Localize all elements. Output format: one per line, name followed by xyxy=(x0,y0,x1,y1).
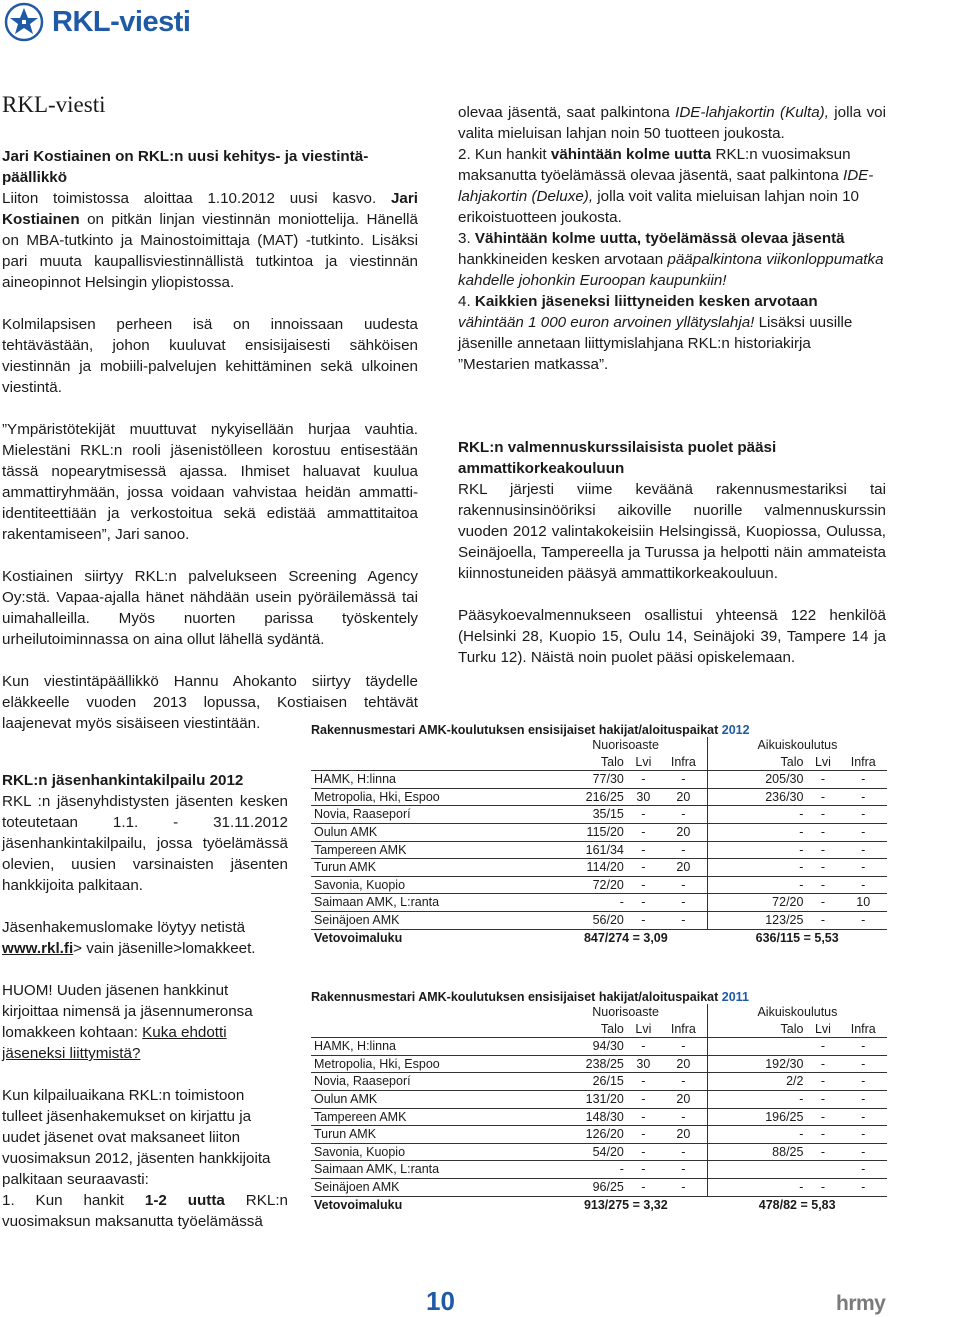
value-cell: 148/30 xyxy=(544,1108,627,1126)
value-cell: - xyxy=(839,876,887,894)
value-cell: - xyxy=(627,1178,660,1196)
value-cell: - xyxy=(839,1178,887,1196)
value-cell: 96/25 xyxy=(544,1178,627,1196)
value-cell: - xyxy=(839,1108,887,1126)
value-cell: 236/30 xyxy=(707,788,806,806)
value-cell: - xyxy=(660,1038,707,1056)
article-heading: RKL:n jäsenhankintakilpailu 2012 xyxy=(2,772,244,789)
value-cell: - xyxy=(660,1108,707,1126)
table-row xyxy=(311,823,887,841)
value-cell: - xyxy=(806,1090,839,1108)
value-cell: - xyxy=(627,823,660,841)
school-name-cell: Seinäjoen AMK xyxy=(311,911,544,929)
value-cell: - xyxy=(839,859,887,877)
value-cell: - xyxy=(707,1126,806,1144)
value-cell: - xyxy=(544,1161,627,1179)
value-cell: - xyxy=(806,1108,839,1126)
value-cell: - xyxy=(806,876,839,894)
applicants-table-2011 xyxy=(311,990,887,1213)
table-row xyxy=(311,911,887,929)
value-cell: - xyxy=(839,1126,887,1144)
value-cell: 20 xyxy=(660,859,707,877)
article-paragraph: Pääsykoevalmennukseen osallistui yhteensä 122 henkilöä (Helsinki 28, Kuopio 15, Oulu 14, Seinäjoki 39, Tampere 14 ja Turku 12). Näistä noin puolet pääsi opiskelemaan. xyxy=(458,607,886,666)
value-cell: 10 xyxy=(839,894,887,912)
article-paragraph: Kun viestintäpäällikkö Hannu Ahokanto siirtyy täydelle eläkkeelle vuoden 2013 lopussa, Kostiaisen tehtävät laajenevat myös sisäiseen viestintään. xyxy=(2,673,418,732)
table-row xyxy=(311,1143,887,1161)
article-paragraph: ”Ympäristötekijät muuttuvat nykyisellään hurjaa vauhtia. Mielestäni RKL:n rooli jäsenistölleen korostuu entisestään tässä nopearytmisessä ajassa. Ihmiset haluavat kuulua ammattiryhmään, jossa voidaan vahvistaa heidän ammatti-identiteettiään ja verkostoitua sekä edistää ammattitaitoa rakentamiseen”, Jari sanoo. xyxy=(2,421,418,543)
table-row xyxy=(311,806,887,824)
value-cell: 20 xyxy=(660,823,707,841)
attractiveness-cell: Vetovoimaluku xyxy=(314,1197,403,1212)
value-cell: - xyxy=(839,841,887,859)
value-cell: - xyxy=(627,1038,660,1056)
value-cell: - xyxy=(627,859,660,877)
page-number: 10 xyxy=(426,1286,455,1316)
value-cell: 115/20 xyxy=(544,823,627,841)
table-row xyxy=(311,1178,887,1196)
school-name-cell: Metropolia, Hki, Espoo xyxy=(311,788,544,806)
value-cell: - xyxy=(544,894,627,912)
table-group-header: Nuorisoaste Aikuiskoulutus xyxy=(311,737,887,754)
school-name-cell: Oulun AMK xyxy=(311,823,544,841)
value-cell: - xyxy=(806,1126,839,1144)
value-cell: - xyxy=(839,1143,887,1161)
table-group-header: Nuorisoaste Aikuiskoulutus xyxy=(311,1004,887,1021)
article-prep-course xyxy=(458,437,886,668)
table-caption: Rakennusmestari AMK-koulutuksen ensisijaiset hakijat/aloituspaikat 2011 xyxy=(311,990,749,1004)
value-cell: - xyxy=(660,1161,707,1179)
value-cell: - xyxy=(660,1178,707,1196)
attractiveness-cell: 913/275 = 3,32 xyxy=(583,1197,668,1212)
value-cell: - xyxy=(627,1073,660,1091)
value-cell: - xyxy=(839,1038,887,1056)
table-row xyxy=(311,1090,887,1108)
article-recruitment-contest-continued xyxy=(458,102,886,375)
value-cell: 123/25 xyxy=(707,911,806,929)
value-cell xyxy=(707,1038,806,1056)
attractiveness-cell: 636/115 = 5,53 xyxy=(755,930,839,945)
school-name-cell: Saimaan AMK, L:ranta xyxy=(311,894,544,912)
publisher-logo: hrmy xyxy=(836,1292,886,1315)
value-cell: 20 xyxy=(660,788,707,806)
article-paragraph: Liiton toimistossa aloittaa 1.10.2012 uusi kasvo. Jari Kostiainen on pitkän linjan viestinnän moniottelija. Hänellä on MBA-tutkinto ja Mainostoimittaja (MAT) -tutkinto. Lisäksi pari muuta kaupallisviestinnällistä tutkintoa ja viestinnän aineopinnot Helsingin yliopistossa. xyxy=(2,190,418,291)
value-cell: - xyxy=(839,788,887,806)
table-row xyxy=(311,841,887,859)
school-name-cell: Oulun AMK xyxy=(311,1090,544,1108)
header-banner xyxy=(0,0,960,44)
value-cell: - xyxy=(627,1161,660,1179)
section-kicker: RKL-viesti xyxy=(2,92,106,117)
value-cell: 196/25 xyxy=(707,1108,806,1126)
table-row xyxy=(311,894,887,912)
article-paragraph: RKL :n jäsenyhdistysten jäsenten kesken toteutetaan 1.1. - 31.11.2012 jäsenhankintakilpailu, jossa työelämässä olevien, uusien varsinaisten jäsenten hankkijoita palkitaan. xyxy=(2,793,288,894)
value-cell: 114/20 xyxy=(544,859,627,877)
value-cell: - xyxy=(627,841,660,859)
value-cell: 88/25 xyxy=(707,1143,806,1161)
value-cell: 20 xyxy=(660,1126,707,1144)
value-cell: 216/25 xyxy=(544,788,627,806)
header-title: RKL-viesti xyxy=(52,6,191,38)
article-recruitment-contest xyxy=(2,770,288,1232)
value-cell: 35/15 xyxy=(544,806,627,824)
value-cell: - xyxy=(806,1055,839,1073)
school-name-cell: HAMK, H:linna xyxy=(311,771,544,789)
attractiveness-row xyxy=(311,1196,887,1213)
prize-item-1: 1. Kun hankit 1-2 uutta RKL:n vuosimaksun maksanutta työelämässä xyxy=(2,1192,288,1230)
value-cell: - xyxy=(839,1090,887,1108)
value-cell: - xyxy=(806,823,839,841)
value-cell: - xyxy=(627,806,660,824)
school-name-cell: Novia, Raaseporí xyxy=(311,1073,544,1091)
value-cell xyxy=(806,1161,839,1179)
value-cell: 2/2 xyxy=(707,1073,806,1091)
article-paragraph: Kun kilpailuaikana RKL:n toimistoon tulleet jäsenhakemukset on kirjattu ja uudet jäsenet ovat maksaneet liiton vuosimaksun 2012, jäsenten hankkijoita palkitaan seuraavasti: xyxy=(2,1087,271,1188)
value-cell: - xyxy=(660,911,707,929)
value-cell: - xyxy=(660,1073,707,1091)
attractiveness-row xyxy=(311,929,887,946)
table-row xyxy=(311,1073,887,1091)
data-table xyxy=(311,737,887,946)
data-table xyxy=(311,1004,887,1213)
school-name-cell: Metropolia, Hki, Espoo xyxy=(311,1055,544,1073)
article-paragraph: RKL järjesti viime keväänä rakennusmestariksi tai rakennusinsinööriksi aikoville nuorille valmennuskurssin vuoden 2012 valintakokeisiin Helsingissä, Kuopiossa, Oulussa, Seinäjoella, Tampereella ja Turussa ja helpotti näin ammateista kiinnostuneiden pääsyä ammattikorkeakouluun. xyxy=(458,481,886,582)
value-cell: - xyxy=(806,859,839,877)
table-col-header: Talo Lvi Infra Talo Lvi Infra xyxy=(311,1021,887,1038)
table-row xyxy=(311,1126,887,1144)
value-cell: 126/20 xyxy=(544,1126,627,1144)
table-caption: Rakennusmestari AMK-koulutuksen ensisijaiset hakijat/aloituspaikat 2012 xyxy=(311,723,750,737)
value-cell: - xyxy=(839,1073,887,1091)
value-cell: 30 xyxy=(627,1055,660,1073)
attractiveness-cell: Vetovoimaluku xyxy=(314,930,403,945)
referrer-field-link[interactable]: Kuka ehdotti jäseneksi liittymistä? xyxy=(2,1024,227,1062)
value-cell: - xyxy=(707,1090,806,1108)
value-cell: - xyxy=(707,1178,806,1196)
prize-item-1-continued: olevaa jäsentä, saat palkintona IDE-lahjakortin (Kulta), jolla voi valita mieluisan lahjan noin 50 tuotteen joukosta. xyxy=(458,104,886,142)
school-name-cell: Savonia, Kuopio xyxy=(311,876,544,894)
school-name-cell: Turun AMK xyxy=(311,859,544,877)
value-cell: - xyxy=(660,841,707,859)
value-cell: - xyxy=(627,1090,660,1108)
prize-item-2: 2. Kun hankit vähintään kolme uutta RKL:n vuosimaksun maksanutta työelämässä olevaa jäsentä, saat palkintona IDE-lahjakortin (Deluxe), jolla voit valita mieluisan lahjan noin 10 erikoistuotteen joukosta. xyxy=(458,146,874,226)
school-name-cell: Tampereen AMK xyxy=(311,1108,544,1126)
value-cell: - xyxy=(839,1161,887,1179)
value-cell: - xyxy=(707,806,806,824)
school-name-cell: Novia, Raaseporí xyxy=(311,806,544,824)
value-cell: - xyxy=(806,894,839,912)
value-cell: - xyxy=(707,876,806,894)
school-name-cell: Savonia, Kuopio xyxy=(311,1143,544,1161)
value-cell: - xyxy=(627,1143,660,1161)
applicants-table-2012 xyxy=(311,723,887,946)
value-cell: - xyxy=(660,1143,707,1161)
value-cell: - xyxy=(806,1178,839,1196)
value-cell: - xyxy=(660,876,707,894)
school-name-cell: Turun AMK xyxy=(311,1126,544,1144)
school-name-cell: Tampereen AMK xyxy=(311,841,544,859)
table-row xyxy=(311,1108,887,1126)
value-cell: - xyxy=(839,823,887,841)
table-row xyxy=(311,771,887,789)
value-cell: - xyxy=(839,1055,887,1073)
prize-item-4: 4. Kaikkien jäseneksi liittyneiden kesken arvotaan vähintään 1 000 euron arvoinen yllätyslahja! Lisäksi uusille jäsenille annetaan liittymislahjana RKL:n historiakirja ”Mestarien matkassa”. xyxy=(458,293,853,373)
table-row xyxy=(311,1161,887,1179)
attractiveness-cell: 847/274 = 3,09 xyxy=(583,930,668,945)
value-cell: 205/30 xyxy=(707,771,806,789)
article-paragraph: Jäsenhakemuslomake löytyy netistä www.rkl.fi> vain jäsenille>lomakkeet. xyxy=(2,919,256,957)
article-kostiainen xyxy=(2,146,418,734)
value-cell: 77/30 xyxy=(544,771,627,789)
value-cell: - xyxy=(806,1143,839,1161)
table-row xyxy=(311,1038,887,1056)
value-cell: - xyxy=(806,806,839,824)
value-cell: - xyxy=(660,894,707,912)
value-cell: 161/34 xyxy=(544,841,627,859)
value-cell: 94/30 xyxy=(544,1038,627,1056)
value-cell: - xyxy=(660,771,707,789)
attractiveness-cell: 478/82 = 5,83 xyxy=(758,1197,836,1212)
value-cell: - xyxy=(627,1126,660,1144)
value-cell: 56/20 xyxy=(544,911,627,929)
value-cell: - xyxy=(627,876,660,894)
value-cell xyxy=(707,1161,806,1179)
school-name-cell: Saimaan AMK, L:ranta xyxy=(311,1161,544,1179)
article-paragraph: Kostiainen siirtyy RKL:n palvelukseen Screening Agency Oy:stä. Vapaa-ajalla hänet nähdään usein pyöräilemässä tai uimahalleilla. Myös nuorten parissa työskentely urheilutoiminnassa on aina ollut lähellä sydäntä. xyxy=(2,568,418,648)
value-cell: 26/15 xyxy=(544,1073,627,1091)
table-row xyxy=(311,1055,887,1073)
school-name-cell: Seinäjoen AMK xyxy=(311,1178,544,1196)
value-cell: - xyxy=(627,771,660,789)
value-cell: - xyxy=(839,806,887,824)
table-row xyxy=(311,876,887,894)
value-cell: - xyxy=(627,911,660,929)
value-cell: - xyxy=(839,771,887,789)
value-cell: 20 xyxy=(660,1090,707,1108)
value-cell: 131/20 xyxy=(544,1090,627,1108)
rkl-website-link[interactable]: www.rkl.fi xyxy=(2,940,74,957)
value-cell: - xyxy=(806,771,839,789)
value-cell: - xyxy=(806,911,839,929)
value-cell: 54/20 xyxy=(544,1143,627,1161)
value-cell: - xyxy=(806,841,839,859)
table-row xyxy=(311,788,887,806)
value-cell: 20 xyxy=(660,1055,707,1073)
value-cell: - xyxy=(839,911,887,929)
value-cell: - xyxy=(806,1073,839,1091)
article-paragraph: HUOM! Uuden jäsenen hankkinut kirjoittaa nimensä ja jäsennumeronsa lomakkeen kohtaan: Kuka ehdotti jäseneksi liittymistä? xyxy=(2,982,253,1062)
value-cell: - xyxy=(627,1108,660,1126)
value-cell: 72/20 xyxy=(707,894,806,912)
table-col-header: Talo Lvi Infra Talo Lvi Infra xyxy=(311,754,887,771)
rkl-emblem-icon xyxy=(4,2,44,42)
value-cell: 72/20 xyxy=(544,876,627,894)
article-heading: RKL:n valmennuskurssilaisista puolet pääsi ammattikorkeakouluun xyxy=(458,439,777,477)
value-cell: 238/25 xyxy=(544,1055,627,1073)
value-cell: - xyxy=(707,823,806,841)
value-cell: 30 xyxy=(627,788,660,806)
value-cell: - xyxy=(627,894,660,912)
prize-item-3: 3. Vähintään kolme uutta, työelämässä olevaa jäsentä hankkineiden kesken arvotaan pääpalkintona viikonloppumatka kahdelle johonkin Euroopan kaupunkiin! xyxy=(458,230,884,289)
article-paragraph: Kolmilapsisen perheen isä on innoissaan uudesta tehtävästään, johon kuuluvat ensisijaisesti sähköisen viestinnän ja mobiili-palvelujen kehittäminen sekä ulkoinen viestintä. xyxy=(2,316,418,396)
value-cell: - xyxy=(660,806,707,824)
value-cell: - xyxy=(707,841,806,859)
value-cell: 192/30 xyxy=(707,1055,806,1073)
table-row xyxy=(311,859,887,877)
value-cell: - xyxy=(806,788,839,806)
value-cell: - xyxy=(806,1038,839,1056)
value-cell: - xyxy=(707,859,806,877)
school-name-cell: HAMK, H:linna xyxy=(311,1038,544,1056)
article-heading: Jari Kostiainen on RKL:n uusi kehitys- ja viestintäpäällikkö xyxy=(2,148,369,186)
